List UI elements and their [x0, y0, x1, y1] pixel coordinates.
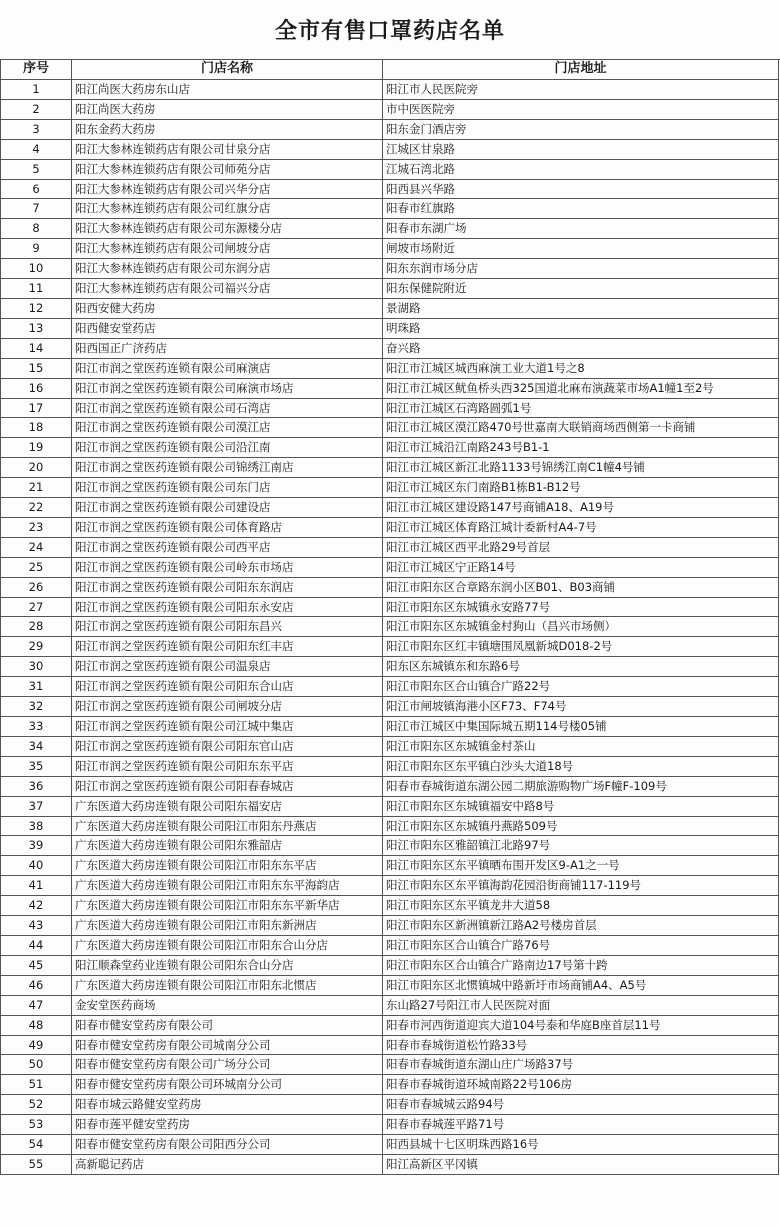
table-row	[1, 1075, 779, 1095]
row-index: 20	[1, 458, 72, 478]
store-address: 阳东区东城镇东和东路6号	[383, 657, 779, 677]
store-address: 阳江市江城区新江北路1133号锦绣江南C1幢4号铺	[383, 458, 779, 478]
table-row	[1, 557, 779, 577]
store-name: 阳江大参林连锁药店有限公司红旗分店	[72, 199, 383, 219]
store-name: 阳江尚医大药房东山店	[72, 80, 383, 100]
row-index: 34	[1, 736, 72, 756]
store-name: 阳江市润之堂医药连锁有限公司阳春春城店	[72, 776, 383, 796]
store-name: 广东医道大药房连锁有限公司阳东雅韶店	[72, 836, 383, 856]
store-address: 阳春市春城城云路94号	[383, 1095, 779, 1115]
row-index: 3	[1, 119, 72, 139]
store-address: 阳东保健院附近	[383, 279, 779, 299]
table-row	[1, 279, 779, 299]
row-index: 36	[1, 776, 72, 796]
table-row	[1, 697, 779, 717]
column-header-index: 序号	[1, 60, 72, 80]
store-address: 阳江市阳东区东平镇海韵花园沿街商铺117-119号	[383, 876, 779, 896]
column-header-store-name: 门店名称	[72, 60, 383, 80]
row-index: 1	[1, 80, 72, 100]
store-address: 阳东东润市场分店	[383, 259, 779, 279]
row-index: 43	[1, 916, 72, 936]
row-index: 33	[1, 717, 72, 737]
row-index: 6	[1, 179, 72, 199]
store-address: 阳江市江城区东门南路B1栋B1-B12号	[383, 478, 779, 498]
store-address: 阳江市江城区体育路江城计委新村A4-7号	[383, 517, 779, 537]
row-index: 28	[1, 617, 72, 637]
table-row	[1, 756, 779, 776]
table-body	[1, 80, 779, 1175]
table-header-row	[1, 60, 779, 80]
row-index: 19	[1, 438, 72, 458]
store-address: 市中医医院旁	[383, 99, 779, 119]
store-address: 阳春市河西街道迎宾大道104号泰和华庭B座首层11号	[383, 1015, 779, 1035]
row-index: 50	[1, 1055, 72, 1075]
store-address: 阳江市阳东区合山镇合广路76号	[383, 935, 779, 955]
table-row	[1, 796, 779, 816]
store-name: 阳江市润之堂医药连锁有限公司石湾店	[72, 398, 383, 418]
table-row	[1, 458, 779, 478]
store-address: 阳江市江城区中集国际城五期114号楼05铺	[383, 717, 779, 737]
store-address: 阳西县城十七区明珠西路16号	[383, 1135, 779, 1155]
store-name: 阳江市润之堂医药连锁有限公司阳东红丰店	[72, 637, 383, 657]
row-index: 23	[1, 517, 72, 537]
table-row	[1, 80, 779, 100]
store-name: 阳江市润之堂医药连锁有限公司漠江店	[72, 418, 383, 438]
table-row	[1, 816, 779, 836]
table-row	[1, 199, 779, 219]
store-name: 阳江市润之堂医药连锁有限公司阳东合山店	[72, 677, 383, 697]
table-row	[1, 677, 779, 697]
store-address: 阳江市阳东区合章路东润小区B01、B03商铺	[383, 577, 779, 597]
table-row	[1, 498, 779, 518]
table-row	[1, 139, 779, 159]
table-row	[1, 1115, 779, 1135]
table-row	[1, 1055, 779, 1075]
store-name: 阳江大参林连锁药店有限公司闸坡分店	[72, 239, 383, 259]
store-address: 江城石湾北路	[383, 159, 779, 179]
store-name: 广东医道大药房连锁有限公司阳江市阳东东平店	[72, 856, 383, 876]
table-row	[1, 736, 779, 756]
store-address: 阳春市红旗路	[383, 199, 779, 219]
table-row	[1, 159, 779, 179]
store-address: 江城区甘泉路	[383, 139, 779, 159]
store-name: 阳江尚医大药房	[72, 99, 383, 119]
row-index: 42	[1, 896, 72, 916]
row-index: 22	[1, 498, 72, 518]
store-name: 阳东金药大药房	[72, 119, 383, 139]
store-name: 高新聪记药店	[72, 1154, 383, 1174]
row-index: 52	[1, 1095, 72, 1115]
store-address: 阳江市江城区城西麻演工业大道1号之8	[383, 358, 779, 378]
row-index: 12	[1, 298, 72, 318]
row-index: 45	[1, 955, 72, 975]
store-address: 阳春市春城街道东湖山庄广场路37号	[383, 1055, 779, 1075]
store-address: 明珠路	[383, 318, 779, 338]
store-address: 阳江市阳东区东平镇白沙头大道18号	[383, 756, 779, 776]
row-index: 40	[1, 856, 72, 876]
row-index: 38	[1, 816, 72, 836]
store-address: 阳江市阳东区红丰镇塘围凤凰新城D018-2号	[383, 637, 779, 657]
store-address: 阳江市阳东区新洲镇新江路A2号楼房首层	[383, 916, 779, 936]
store-name: 阳江市润之堂医药连锁有限公司温泉店	[72, 657, 383, 677]
store-address: 阳江市江城区石湾路圆弧1号	[383, 398, 779, 418]
table-row	[1, 836, 779, 856]
row-index: 41	[1, 876, 72, 896]
store-name: 阳江市润之堂医药连锁有限公司麻演店	[72, 358, 383, 378]
store-address: 阳春市东湖广场	[383, 219, 779, 239]
row-index: 29	[1, 637, 72, 657]
store-address: 阳江高新区平冈镇	[383, 1154, 779, 1174]
store-name: 阳江市润之堂医药连锁有限公司阳东官山店	[72, 736, 383, 756]
table-row	[1, 896, 779, 916]
store-address: 阳江市阳东区雅韶镇江北路97号	[383, 836, 779, 856]
row-index: 49	[1, 1035, 72, 1055]
store-name: 阳西国正广济药店	[72, 338, 383, 358]
store-address: 奋兴路	[383, 338, 779, 358]
table-row	[1, 995, 779, 1015]
row-index: 55	[1, 1154, 72, 1174]
table-row	[1, 398, 779, 418]
store-name: 阳江大参林连锁药店有限公司兴华分店	[72, 179, 383, 199]
store-name: 阳江大参林连锁药店有限公司福兴分店	[72, 279, 383, 299]
table-row	[1, 179, 779, 199]
table-row	[1, 1154, 779, 1174]
row-index: 9	[1, 239, 72, 259]
store-address: 闸坡市场附近	[383, 239, 779, 259]
row-index: 35	[1, 756, 72, 776]
row-index: 10	[1, 259, 72, 279]
store-name: 阳江市润之堂医药连锁有限公司沿江南	[72, 438, 383, 458]
row-index: 2	[1, 99, 72, 119]
store-name: 阳江大参林连锁药店有限公司师苑分店	[72, 159, 383, 179]
store-name: 阳江市润之堂医药连锁有限公司阳东永安店	[72, 597, 383, 617]
table-row	[1, 935, 779, 955]
table-row	[1, 975, 779, 995]
store-name: 阳春市城云路健安堂药房	[72, 1095, 383, 1115]
store-name: 广东医道大药房连锁有限公司阳江市阳东北惯店	[72, 975, 383, 995]
table-row	[1, 617, 779, 637]
row-index: 54	[1, 1135, 72, 1155]
store-name: 阳西健安堂药店	[72, 318, 383, 338]
store-address: 阳江市阳东区东平镇晒布围开发区9-A1之一号	[383, 856, 779, 876]
store-name: 阳江市润之堂医药连锁有限公司阳东昌兴	[72, 617, 383, 637]
store-address: 阳江市阳东区东城镇福安中路8号	[383, 796, 779, 816]
row-index: 17	[1, 398, 72, 418]
table-row	[1, 1015, 779, 1035]
store-name: 阳江市润之堂医药连锁有限公司阳东东平店	[72, 756, 383, 776]
store-name: 阳江市润之堂医药连锁有限公司阳东东润店	[72, 577, 383, 597]
row-index: 15	[1, 358, 72, 378]
store-name: 阳春市莲平健安堂药房	[72, 1115, 383, 1135]
row-index: 46	[1, 975, 72, 995]
store-address: 阳春市春城街道东湖公园二期旅游购物广场F幢F-109号	[383, 776, 779, 796]
row-index: 26	[1, 577, 72, 597]
store-address: 阳江市江城区建设路147号商铺A18、A19号	[383, 498, 779, 518]
store-name: 阳江市润之堂医药连锁有限公司体育路店	[72, 517, 383, 537]
row-index: 13	[1, 318, 72, 338]
row-index: 8	[1, 219, 72, 239]
store-name: 阳江市润之堂医药连锁有限公司岭东市场店	[72, 557, 383, 577]
pharmacy-table	[0, 59, 779, 1175]
store-name: 阳春市健安堂药房有限公司广场分公司	[72, 1055, 383, 1075]
table-row	[1, 657, 779, 677]
store-name: 广东医道大药房连锁有限公司阳江市阳东丹燕店	[72, 816, 383, 836]
table-row	[1, 259, 779, 279]
store-name: 阳江顺森堂药业连锁有限公司阳东合山分店	[72, 955, 383, 975]
store-address: 阳春市春城街道松竹路33号	[383, 1035, 779, 1055]
store-name: 阳江市润之堂医药连锁有限公司建设店	[72, 498, 383, 518]
store-address: 阳江市江城区西平北路29号首层	[383, 537, 779, 557]
store-name: 阳西安健大药房	[72, 298, 383, 318]
row-index: 14	[1, 338, 72, 358]
store-address: 阳东金门酒店旁	[383, 119, 779, 139]
row-index: 21	[1, 478, 72, 498]
table-row	[1, 537, 779, 557]
row-index: 32	[1, 697, 72, 717]
table-row	[1, 637, 779, 657]
store-address: 东山路27号阳江市人民医院对面	[383, 995, 779, 1015]
table-row	[1, 597, 779, 617]
store-name: 广东医道大药房连锁有限公司阳江市阳东新洲店	[72, 916, 383, 936]
store-name: 阳江市润之堂医药连锁有限公司锦绣江南店	[72, 458, 383, 478]
store-address: 阳江市人民医院旁	[383, 80, 779, 100]
table-row	[1, 1135, 779, 1155]
store-address: 阳江市阳东区东城镇永安路77号	[383, 597, 779, 617]
store-address: 阳江市阳东区东城镇金村狗山（昌兴市场侧）	[383, 617, 779, 637]
table-row	[1, 338, 779, 358]
row-index: 16	[1, 378, 72, 398]
row-index: 53	[1, 1115, 72, 1135]
store-name: 广东医道大药房连锁有限公司阳江市阳东合山分店	[72, 935, 383, 955]
row-index: 31	[1, 677, 72, 697]
store-address: 阳江市江城区宁正路14号	[383, 557, 779, 577]
table-row	[1, 418, 779, 438]
page-title: 全市有售口罩药店名单	[0, 0, 780, 60]
table-row	[1, 219, 779, 239]
table-row	[1, 876, 779, 896]
row-index: 48	[1, 1015, 72, 1035]
table-row	[1, 318, 779, 338]
table-row	[1, 119, 779, 139]
store-name: 广东医道大药房连锁有限公司阳东福安店	[72, 796, 383, 816]
store-address: 阳江市江城区鱿鱼桥头西325国道北麻布演蔬菜市场A1幢1至2号	[383, 378, 779, 398]
store-address: 阳江市阳东区东城镇金村茶山	[383, 736, 779, 756]
store-address: 景湖路	[383, 298, 779, 318]
store-name: 广东医道大药房连锁有限公司阳江市阳东东平新华店	[72, 896, 383, 916]
row-index: 44	[1, 935, 72, 955]
table-row	[1, 239, 779, 259]
store-name: 阳春市健安堂药房有限公司阳西分公司	[72, 1135, 383, 1155]
row-index: 4	[1, 139, 72, 159]
store-name: 阳江市润之堂医药连锁有限公司东门店	[72, 478, 383, 498]
store-name: 阳春市健安堂药房有限公司环城南分公司	[72, 1075, 383, 1095]
row-index: 18	[1, 418, 72, 438]
store-address: 阳春市春城街道环城南路22号106房	[383, 1075, 779, 1095]
table-row	[1, 438, 779, 458]
row-index: 11	[1, 279, 72, 299]
store-address: 阳江市阳东区东城镇丹燕路509号	[383, 816, 779, 836]
table-row	[1, 517, 779, 537]
table-row	[1, 577, 779, 597]
row-index: 25	[1, 557, 72, 577]
store-address: 阳春市春城莲平路71号	[383, 1115, 779, 1135]
table-row	[1, 99, 779, 119]
store-name: 阳春市健安堂药房有限公司城南分公司	[72, 1035, 383, 1055]
table-row	[1, 856, 779, 876]
row-index: 47	[1, 995, 72, 1015]
store-address: 阳江市阳东区东平镇龙井大道58	[383, 896, 779, 916]
row-index: 51	[1, 1075, 72, 1095]
store-name: 阳春市健安堂药房有限公司	[72, 1015, 383, 1035]
store-address: 阳江市江城沿江南路243号B1-1	[383, 438, 779, 458]
table-row	[1, 378, 779, 398]
store-address: 阳西县兴华路	[383, 179, 779, 199]
store-address: 阳江市阳东区合山镇合广路22号	[383, 677, 779, 697]
store-address: 阳江市闸坡镇海港小区F73、F74号	[383, 697, 779, 717]
table-row	[1, 776, 779, 796]
store-name: 阳江市润之堂医药连锁有限公司麻演市场店	[72, 378, 383, 398]
table-row	[1, 478, 779, 498]
store-name: 金安堂医药商场	[72, 995, 383, 1015]
table-row	[1, 298, 779, 318]
store-name: 阳江大参林连锁药店有限公司东源楼分店	[72, 219, 383, 239]
row-index: 37	[1, 796, 72, 816]
store-name: 阳江市润之堂医药连锁有限公司江城中集店	[72, 717, 383, 737]
store-name: 阳江大参林连锁药店有限公司东润分店	[72, 259, 383, 279]
store-address: 阳江市阳东区北惯镇城中路新圩市场商铺A4、A5号	[383, 975, 779, 995]
column-header-store-address: 门店地址	[383, 60, 779, 80]
store-address: 阳江市江城区漠江路470号世嘉南大联销商场西侧第一卡商铺	[383, 418, 779, 438]
table-row	[1, 1035, 779, 1055]
row-index: 24	[1, 537, 72, 557]
store-name: 阳江大参林连锁药店有限公司甘泉分店	[72, 139, 383, 159]
row-index: 7	[1, 199, 72, 219]
row-index: 5	[1, 159, 72, 179]
table-row	[1, 717, 779, 737]
table-row	[1, 955, 779, 975]
store-name: 阳江市润之堂医药连锁有限公司西平店	[72, 537, 383, 557]
table-row	[1, 916, 779, 936]
row-index: 27	[1, 597, 72, 617]
store-name: 阳江市润之堂医药连锁有限公司闸坡分店	[72, 697, 383, 717]
store-name: 广东医道大药房连锁有限公司阳江市阳东东平海韵店	[72, 876, 383, 896]
table-row	[1, 358, 779, 378]
row-index: 30	[1, 657, 72, 677]
row-index: 39	[1, 836, 72, 856]
store-address: 阳江市阳东区合山镇合广路南边17号第十跨	[383, 955, 779, 975]
table-row	[1, 1095, 779, 1115]
